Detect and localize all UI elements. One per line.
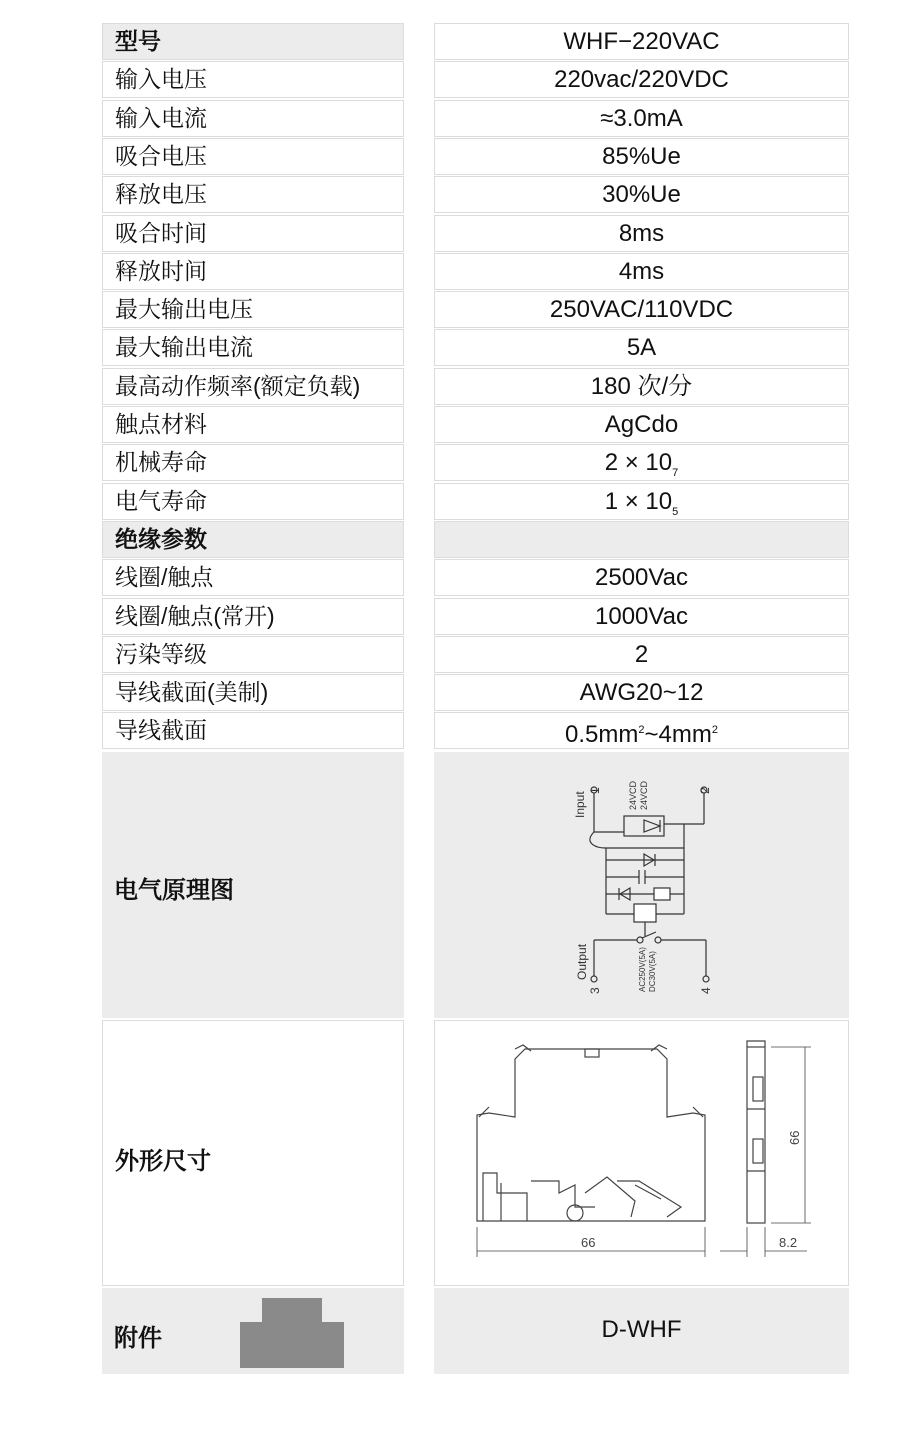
spec-value-superscript-2: 2: [711, 724, 718, 736]
spec-value: [435, 407, 848, 442]
spec-value-exponent: 5: [672, 505, 679, 518]
spec-value: [435, 254, 848, 289]
spec-value: [435, 62, 848, 97]
pin-4-label: 4: [699, 987, 713, 994]
outline-drawing: [435, 1021, 850, 1287]
input-label: Input: [573, 791, 587, 818]
output-rating-2: DC30V(5A): [648, 951, 657, 992]
spec-value-cell: [434, 368, 849, 405]
schematic-label-cell: [102, 752, 404, 1018]
output-rating-1: AC250V(5A): [638, 947, 647, 992]
spec-label-cell: [102, 674, 404, 711]
spec-value-cell: [434, 674, 849, 711]
spec-value-superscript: 2: [638, 724, 645, 736]
spec-label: 输入电压: [115, 66, 207, 92]
dimensions-cell: [434, 1020, 849, 1286]
spec-value-cell: [434, 444, 849, 481]
spec-value-cell: [434, 23, 849, 60]
spec-value-text: 2500Vac: [595, 564, 688, 591]
dimensions-label: 外形尺寸: [115, 1148, 211, 1175]
spec-value-cell: [434, 253, 849, 290]
spec-value-cell: [434, 100, 849, 137]
spec-value-exponent: 7: [672, 466, 679, 479]
spec-label: 吸合电压: [115, 143, 207, 169]
spec-value-text: 2: [634, 641, 649, 668]
circuit-diagram: [434, 752, 849, 1018]
spec-label-cell: [102, 636, 404, 673]
spec-value-cell: [434, 329, 849, 366]
accessory-label: 附件: [114, 1325, 162, 1352]
spec-label: 电气寿命: [115, 488, 207, 514]
spec-value-text: 8ms: [618, 220, 665, 247]
voltage-label-2: 24VCD: [639, 780, 649, 810]
spec-value-text: AWG20~12: [579, 679, 704, 706]
spec-label-cell: [102, 253, 404, 290]
spec-value-cell: [434, 61, 849, 98]
spec-value-text: 1000Vac: [595, 603, 688, 630]
spec-value-text: 85%Ue: [602, 143, 681, 170]
accessory-label-cell: [102, 1288, 404, 1374]
schematic-cell: [434, 752, 849, 1018]
spec-label: 释放电压: [115, 181, 207, 207]
spec-value-cell: [434, 559, 849, 596]
spec-value-cell: [434, 291, 849, 328]
spec-value-cell: [434, 138, 849, 175]
spec-value: [435, 101, 848, 136]
spec-value-text: WHF−220VAC: [563, 28, 720, 55]
accessory-image: [240, 1298, 350, 1370]
accessory-value-cell: [434, 1288, 849, 1374]
spec-label-cell: [102, 176, 404, 213]
spec-label: 机械寿命: [115, 449, 207, 475]
spec-value-text: 1 × 10: [604, 488, 673, 515]
dimensions-label-cell: [102, 1020, 404, 1286]
spec-value-cell: [434, 636, 849, 673]
spec-label-cell: [102, 368, 404, 405]
spec-value-text: 180 次/分: [590, 373, 693, 400]
spec-label-cell: [102, 521, 404, 558]
pin-1-label: 1: [588, 787, 602, 794]
spec-value-text: 4ms: [618, 258, 665, 285]
spec-value-cell: [434, 176, 849, 213]
spec-label: 绝缘参数: [115, 526, 207, 552]
spec-label-cell: [102, 23, 404, 60]
spec-value-text: 250VAC/110VDC: [549, 296, 734, 323]
spec-value-text: 30%Ue: [602, 181, 681, 208]
height-dimension: 66: [787, 1130, 802, 1145]
spec-label-cell: [102, 483, 404, 520]
spec-label: 触点材料: [115, 411, 207, 437]
spec-value-cell: [434, 483, 849, 520]
spec-label-cell: [102, 598, 404, 635]
spec-label: 最高动作频率(额定负载): [115, 373, 361, 399]
spec-value-text: ≈3.0mA: [600, 105, 683, 132]
spec-label: 吸合时间: [115, 220, 207, 246]
spec-label-cell: [102, 559, 404, 596]
spec-label: 释放时间: [115, 258, 207, 284]
voltage-label-1: 24VCD: [628, 780, 638, 810]
spec-value-cell: [434, 598, 849, 635]
spec-value: [435, 599, 848, 634]
spec-value-cell: [434, 712, 849, 749]
spec-value: [435, 637, 848, 672]
spec-label-cell: [102, 712, 404, 749]
thickness-dimension: 8.2: [779, 1235, 798, 1250]
spec-label: 最大输出电流: [115, 334, 253, 360]
spec-value: [435, 675, 848, 710]
spec-label-cell: [102, 444, 404, 481]
schematic-label: 电气原理图: [114, 877, 234, 904]
spec-label-cell: [102, 291, 404, 328]
spec-label-cell: [102, 138, 404, 175]
spec-label-cell: [102, 215, 404, 252]
spec-value: [435, 713, 848, 752]
spec-value-text-2: ~4mm: [644, 721, 712, 748]
spec-value: [435, 292, 848, 327]
spec-value: [435, 24, 848, 59]
spec-value-cell: [434, 406, 849, 443]
spec-value-cell: [434, 215, 849, 252]
spec-label-cell: [102, 100, 404, 137]
spec-value-text: 220vac/220VDC: [554, 66, 729, 93]
spec-value-text: 2 × 10: [604, 449, 673, 476]
spec-value: [435, 216, 848, 251]
spec-value-text: AgCdo: [604, 411, 679, 438]
pin-3-label: 3: [588, 987, 602, 994]
spec-value: [435, 139, 848, 174]
spec-label: 导线截面(美制): [115, 679, 269, 705]
spec-label-cell: [102, 329, 404, 366]
spec-label-cell: [102, 61, 404, 98]
output-label: Output: [575, 943, 589, 980]
spec-label: 型号: [115, 28, 161, 54]
spec-value-text: 5A: [626, 334, 657, 361]
spec-value: [435, 330, 848, 365]
pin-2-label: 2: [698, 787, 712, 794]
spec-label: 线圈/触点(常开): [115, 603, 275, 629]
spec-label: 导线截面: [115, 717, 207, 743]
spec-value-cell: [434, 521, 849, 558]
accessory-value: D-WHF: [601, 1316, 682, 1343]
width-dimension: 66: [581, 1235, 596, 1250]
spec-value: [435, 369, 848, 404]
spec-value: [435, 177, 848, 212]
spec-label-cell: [102, 406, 404, 443]
spec-label: 线圈/触点: [115, 564, 214, 590]
spec-label: 输入电流: [115, 105, 207, 131]
spec-label: 最大输出电压: [115, 296, 253, 322]
spec-value: [435, 560, 848, 595]
spec-value-text: 0.5mm: [565, 721, 639, 748]
spec-label: 污染等级: [115, 641, 207, 667]
